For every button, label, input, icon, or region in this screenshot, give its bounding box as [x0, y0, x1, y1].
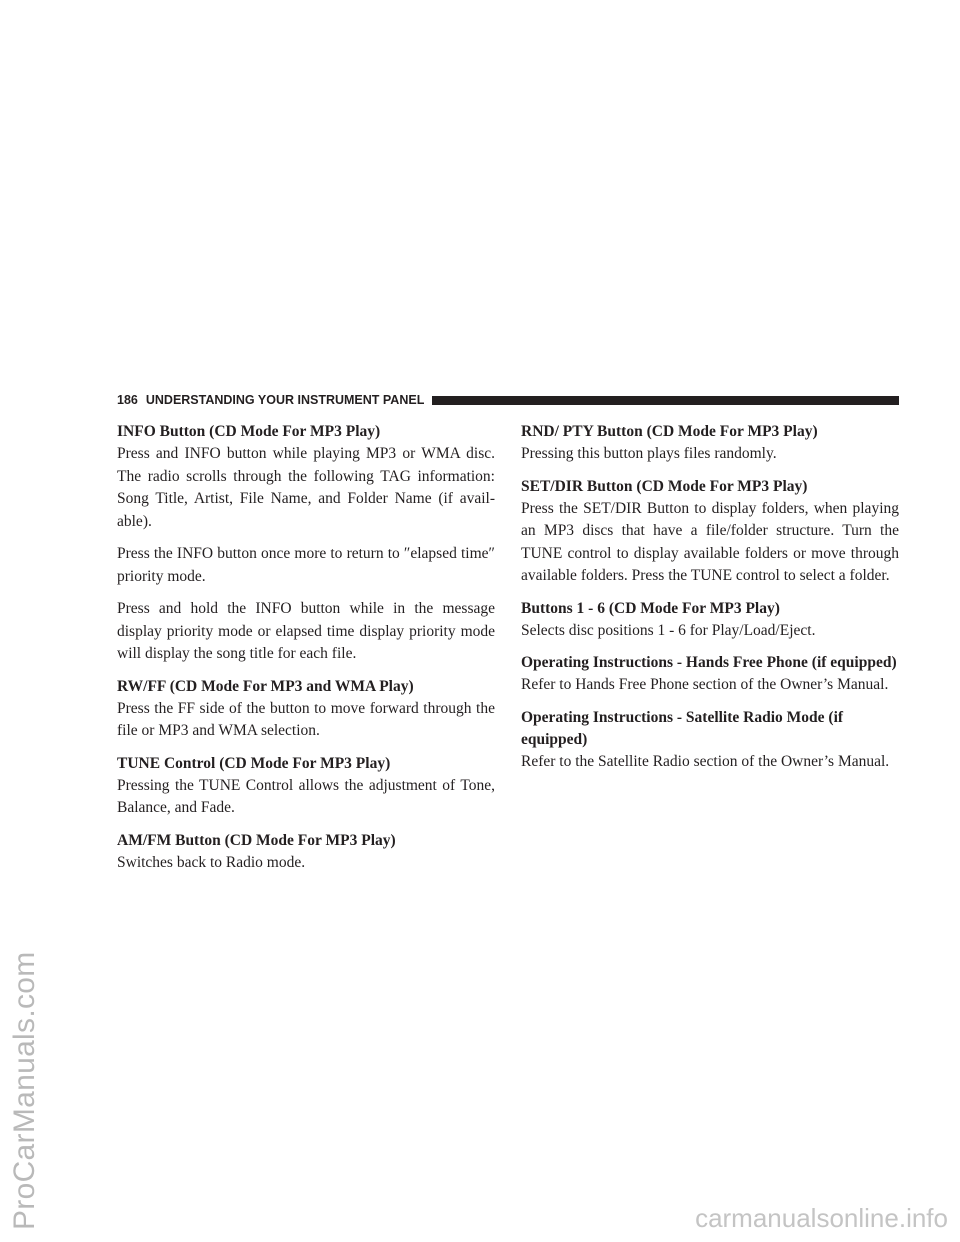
entry-paragraph: Press the FF side of the button to move forward through the file or MP3 and WMA selection. — [117, 699, 495, 739]
entry-paragraph: Press and INFO button while playing MP3 or WMA disc. The radio scrolls through the following TAG information: Song Title, Artist, File Name, and Folder Name (if avail-able). — [117, 445, 495, 530]
page-number: 186 — [117, 393, 138, 407]
entry-set-dir-button — [521, 476, 899, 588]
entry-heading: TUNE Control (CD Mode For MP3 Play) — [117, 754, 391, 772]
entry-rw-ff — [117, 676, 495, 743]
entry-paragraph: Refer to Hands Free Phone section of the Owner’s Manual. — [521, 676, 889, 693]
section-title: UNDERSTANDING YOUR INSTRUMENT PANEL — [145, 393, 425, 407]
entry-heading: SET/DIR Button (CD Mode For MP3 Play) — [521, 477, 808, 495]
entry-paragraph: Press the INFO button once more to return to ″elapsed time″ priority mode. — [117, 545, 495, 585]
entry-rnd-pty-button — [521, 421, 899, 466]
entry-paragraph: Refer to the Satellite Radio section of the Owner’s Manual. — [521, 752, 890, 770]
entry-heading: RND/ PTY Button (CD Mode For MP3 Play) — [521, 423, 818, 440]
entry-paragraph: Selects disc positions 1 - 6 for Play/Load/Eject. — [521, 621, 816, 639]
entry-heading: INFO Button (CD Mode For MP3 Play) — [117, 423, 381, 440]
entry-heading: RW/FF (CD Mode For MP3 and WMA Play) — [117, 677, 414, 695]
left-column — [117, 421, 495, 884]
entry-am-fm-button — [117, 830, 495, 875]
entry-heading: Buttons 1 - 6 (CD Mode For MP3 Play) — [521, 599, 780, 617]
header-rule — [432, 396, 899, 405]
entry-tune-control — [117, 753, 495, 820]
entry-paragraph: Press and hold the INFO button while in the message display priority mode or elapsed time display priority mode will display the song title for each file. — [117, 600, 495, 662]
entry-heading: Operating Instructions - Satellite Radio Mode (if equipped) — [521, 708, 844, 748]
entry-hands-free-phone — [521, 652, 899, 697]
entry-paragraph: Press the SET/DIR Button to display folders, when playing an MP3 discs that have a file/folder structure. Turn the TUNE control to display available folders or move through available folders. Press the TUNE control to select a folder. — [521, 499, 899, 584]
entry-heading: Operating Instructions - Hands Free Phone (if equipped) — [521, 654, 897, 671]
entry-paragraph: Switches back to Radio mode. — [117, 853, 306, 871]
entry-buttons-1-6 — [521, 598, 899, 643]
entry-paragraph: Pressing this button plays files randomly. — [521, 445, 777, 462]
right-column — [521, 421, 899, 783]
entry-heading: AM/FM Button (CD Mode For MP3 Play) — [117, 831, 396, 849]
entry-info-button — [117, 421, 495, 666]
bottom-watermark: carmanualsonline.info — [695, 1203, 948, 1233]
page-header — [117, 391, 899, 409]
entry-paragraph: Pressing the TUNE Control allows the adjustment of Tone, Balance, and Fade. — [117, 776, 495, 816]
entry-satellite-radio — [521, 707, 899, 774]
side-watermark: ProCarManuals.com — [8, 951, 41, 1230]
